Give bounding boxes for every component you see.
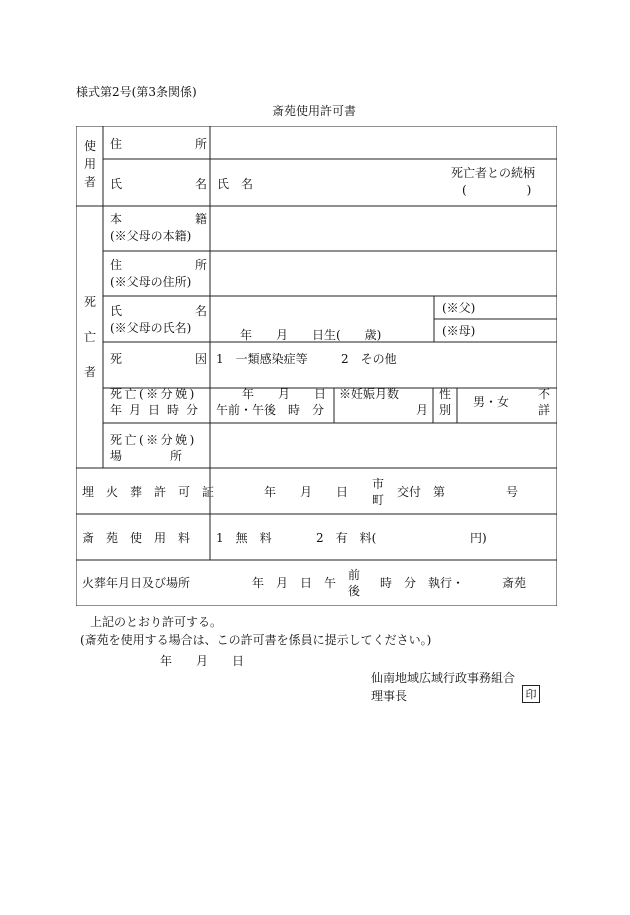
- sex-unknown-2: 詳: [538, 403, 551, 417]
- cause-option-2: 2 その他: [341, 352, 397, 366]
- permit-statement: 上記のとおり許可する。: [90, 615, 223, 629]
- burial-number-unit: 号: [506, 485, 519, 499]
- deceased-group-char-1: 死: [84, 295, 97, 309]
- usage-notice: (斎苑を使用する場合は、この許可書を係員に提示してください。): [80, 633, 432, 647]
- deceased-group-char-3: 者: [84, 365, 97, 379]
- father-label: (※父): [442, 301, 476, 315]
- sex-label-2: 別: [439, 403, 452, 417]
- user-group-char-1: 使: [84, 139, 97, 153]
- pregnancy-unit: 月: [416, 403, 429, 417]
- fee-yen: 円): [470, 531, 487, 545]
- document-title: 斎苑使用許可書: [272, 104, 357, 118]
- cremation-am: 前: [348, 568, 361, 582]
- pregnancy-label: ※妊娠月数: [339, 387, 400, 401]
- user-name-label-1: 氏: [110, 177, 123, 191]
- burial-issue-text: 交付 第: [397, 485, 446, 499]
- fee-paid: 2 有 料(: [316, 531, 377, 545]
- fee-label: 斎 苑 使 用 料: [82, 531, 191, 545]
- organization-name: 仙南地域広域行政事務組合: [371, 671, 516, 685]
- seal-stamp: 印: [522, 685, 540, 703]
- relation-label: 死亡者との続柄: [451, 166, 536, 180]
- cremation-time-text: 時 分 執行・: [380, 576, 465, 590]
- death-place-label-1: 死亡(※分娩): [110, 433, 197, 447]
- fee-free: 1 無 料: [216, 531, 272, 545]
- relation-paren: ( ): [462, 183, 532, 197]
- deceased-address-note: (※父母の住所): [110, 275, 192, 289]
- chairman-title: 理事長: [371, 689, 408, 703]
- burial-permit-label: 埋 火 葬 許 可 証: [82, 485, 215, 499]
- burial-date-text: 年 月 日: [264, 485, 349, 499]
- domicile-note: (※父母の本籍): [110, 229, 192, 243]
- death-datetime-value-1: 年 月 日: [242, 387, 327, 401]
- cause-label-2: 因: [195, 352, 208, 366]
- deceased-address-label-2: 所: [195, 258, 208, 272]
- death-datetime-label-1: 死亡(※分娩): [110, 387, 197, 401]
- cremation-pm: 後: [348, 584, 361, 598]
- deceased-name-label-1: 氏: [110, 304, 123, 318]
- user-name-value-label: 氏 名: [217, 177, 254, 191]
- sex-unknown-1: 不: [538, 387, 551, 401]
- burial-city-top: 市: [372, 477, 385, 491]
- cremation-label: 火葬年月日及び場所: [82, 576, 191, 590]
- cause-option-1: 1 一類感染症等: [216, 352, 308, 366]
- cause-label-1: 死: [110, 352, 123, 366]
- deceased-address-label-1: 住: [110, 258, 123, 272]
- user-group-char-2: 用: [84, 157, 97, 171]
- deceased-name-note: (※父母の氏名): [110, 321, 192, 335]
- cremation-date-text: 年 月 日 午: [252, 576, 337, 590]
- user-address-label-1: 住: [110, 137, 123, 151]
- burial-city-bottom: 町: [372, 493, 385, 507]
- death-datetime-label-2: 年月日時分: [110, 403, 206, 417]
- user-group-char-3: 者: [84, 175, 97, 189]
- death-place-label-2: 場 所: [110, 449, 183, 463]
- domicile-label-2: 籍: [195, 212, 208, 226]
- death-datetime-value-2: 午前・午後 時 分: [216, 403, 325, 417]
- user-name-label-2: 名: [195, 177, 208, 191]
- deceased-name-label-2: 名: [195, 304, 208, 318]
- sex-options: 男・女: [473, 395, 510, 409]
- form-number: 様式第2号(第3条関係): [76, 85, 197, 99]
- sex-label-1: 性: [439, 387, 452, 401]
- issue-date: 年 月 日: [160, 654, 245, 668]
- user-address-label-2: 所: [195, 137, 208, 151]
- cremation-place-suffix: 斎苑: [502, 576, 527, 590]
- mother-label: (※母): [442, 324, 476, 338]
- birth-date-text: 年 月 日生( 歳): [240, 328, 382, 342]
- domicile-label-1: 本: [110, 212, 123, 226]
- deceased-group-char-2: 亡: [84, 330, 97, 344]
